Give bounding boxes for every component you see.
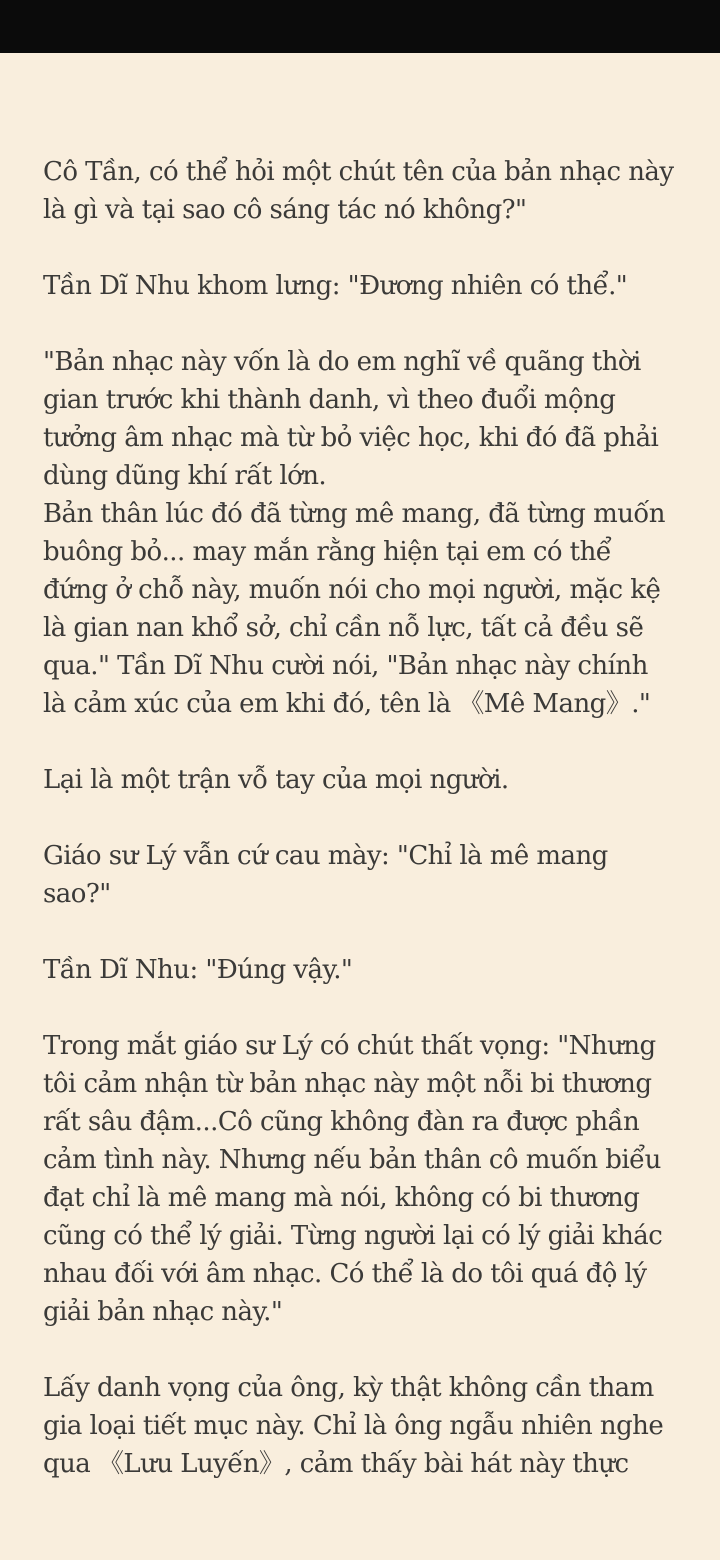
status-bar xyxy=(0,0,720,53)
text-line: gia loại tiết mục này. Chỉ là ông ngẫu nhiên nghe xyxy=(43,1411,664,1441)
paragraph xyxy=(43,495,683,723)
text-line: nhau đối với âm nhạc. Có thể là do tôi quá độ lý xyxy=(43,1259,647,1289)
paragraph xyxy=(43,837,683,913)
text-line: đạt chỉ là mê mang mà nói, không có bi thương xyxy=(43,1183,640,1213)
text-line: qua 《Lưu Luyến》, cảm thấy bài hát này thực xyxy=(43,1449,629,1479)
paragraph xyxy=(43,951,683,989)
text-line: "Bản nhạc này vốn là do em nghĩ về quãng thời xyxy=(43,347,641,377)
paragraph xyxy=(43,267,683,305)
text-line: Tần Dĩ Nhu: "Đúng vậy." xyxy=(43,955,353,985)
paragraph xyxy=(43,153,683,229)
text-line: là gian nan khổ sở, chỉ cần nỗ lực, tất cả đều sẽ xyxy=(43,613,644,643)
text-line: tôi cảm nhận từ bản nhạc này một nỗi bi thương xyxy=(43,1069,652,1099)
text-line: gian trước khi thành danh, vì theo đuổi mộng xyxy=(43,385,616,415)
text-line: cảm tình này. Nhưng nếu bản thân cô muốn biểu xyxy=(43,1145,661,1175)
text-line: Lấy danh vọng của ông, kỳ thật không cần tham xyxy=(43,1373,654,1403)
text-line: cũng có thể lý giải. Từng người lại có lý giải khác xyxy=(43,1221,663,1251)
paragraph xyxy=(43,1027,683,1331)
text-line: là cảm xúc của em khi đó, tên là 《Mê Mang》." xyxy=(43,689,651,719)
text-line: sao?" xyxy=(43,879,111,909)
text-line: rất sâu đậm...Cô cũng không đàn ra được phần xyxy=(43,1107,640,1137)
text-line: Cô Tần, có thể hỏi một chút tên của bản nhạc này xyxy=(43,157,674,187)
text-line: giải bản nhạc này." xyxy=(43,1297,283,1327)
text-line: buông bỏ... may mắn rằng hiện tại em có thể xyxy=(43,537,612,567)
text-line: Trong mắt giáo sư Lý có chút thất vọng: "Nhưng xyxy=(43,1031,656,1061)
text-line: tưởng âm nhạc mà từ bỏ việc học, khi đó đã phải xyxy=(43,423,659,453)
paragraph xyxy=(43,343,683,495)
text-line: Giáo sư Lý vẫn cứ cau mày: "Chỉ là mê mang xyxy=(43,841,608,871)
text-line: Tần Dĩ Nhu khom lưng: "Đương nhiên có thể." xyxy=(43,271,628,301)
text-line: qua." Tần Dĩ Nhu cười nói, "Bản nhạc này chính xyxy=(43,651,648,681)
text-line: là gì và tại sao cô sáng tác nó không?" xyxy=(43,195,527,225)
paragraph xyxy=(43,761,683,799)
text-line: dùng dũng khí rất lớn. xyxy=(43,461,327,491)
text-line: Lại là một trận vỗ tay của mọi người. xyxy=(43,765,509,795)
paragraph xyxy=(43,1369,683,1483)
text-line: Bản thân lúc đó đã từng mê mang, đã từng muốn xyxy=(43,499,665,529)
reader-text xyxy=(43,153,683,1483)
text-line: đứng ở chỗ này, muốn nói cho mọi người, mặc kệ xyxy=(43,575,661,605)
